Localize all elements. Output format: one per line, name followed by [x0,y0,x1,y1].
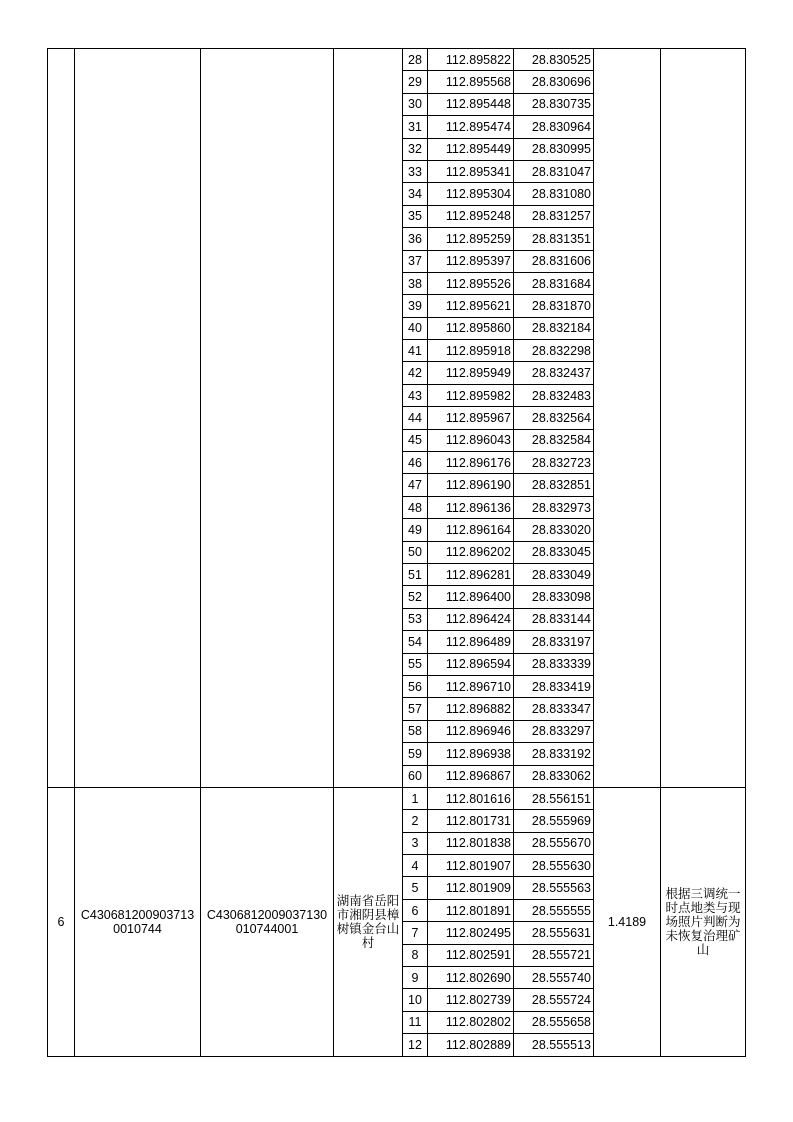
parcel-code-line: 0010744 [113,921,162,936]
longitude-value: 112.896946 [428,720,514,742]
latitude-value: 28.830735 [514,93,594,115]
longitude-value: 112.895568 [428,71,514,93]
latitude-value: 28.832298 [514,340,594,362]
longitude-value: 112.801838 [428,832,514,854]
latitude-value: 28.833020 [514,519,594,541]
latitude-value: 28.831257 [514,205,594,227]
longitude-value: 112.802739 [428,989,514,1011]
point-number: 53 [403,608,428,630]
longitude-value: 112.895304 [428,183,514,205]
point-number: 35 [403,205,428,227]
latitude-value: 28.832851 [514,474,594,496]
longitude-value: 112.801907 [428,855,514,877]
longitude-value: 112.895474 [428,116,514,138]
coordinate-table [47,48,746,1057]
longitude-value: 112.895259 [428,228,514,250]
longitude-value: 112.896867 [428,765,514,787]
point-number: 32 [403,138,428,160]
latitude-value: 28.555969 [514,810,594,832]
location-line: 市湘阴县樟 [336,906,400,922]
point-number: 11 [403,1011,428,1033]
longitude-value: 112.895967 [428,407,514,429]
longitude-value: 112.802591 [428,944,514,966]
longitude-value: 112.896882 [428,698,514,720]
latitude-value: 28.833098 [514,586,594,608]
cell-loc-prev [334,49,403,788]
latitude-value: 28.555555 [514,899,594,921]
latitude-value: 28.555631 [514,922,594,944]
table-row [48,787,746,809]
longitude-value: 112.802889 [428,1034,514,1056]
point-number: 37 [403,250,428,272]
latitude-value: 28.555670 [514,832,594,854]
point-number: 51 [403,563,428,585]
location-line: 湖南省岳阳 [336,892,400,908]
latitude-value: 28.833045 [514,541,594,563]
latitude-value: 28.833419 [514,675,594,697]
point-number: 40 [403,317,428,339]
latitude-value: 28.832584 [514,429,594,451]
point-number: 34 [403,183,428,205]
latitude-value: 28.831606 [514,250,594,272]
cell-note-prev [661,49,746,788]
point-number: 54 [403,631,428,653]
record-index: 6 [48,787,75,1056]
longitude-value: 112.895248 [428,205,514,227]
longitude-value: 112.802802 [428,1011,514,1033]
point-number: 2 [403,810,428,832]
point-number: 45 [403,429,428,451]
sub-parcel-code-cell [201,787,334,1056]
latitude-value: 28.832564 [514,407,594,429]
point-number: 41 [403,340,428,362]
longitude-value: 112.801731 [428,810,514,832]
longitude-value: 112.896176 [428,452,514,474]
note-cell [661,787,746,1056]
point-number: 56 [403,675,428,697]
table-row [48,49,746,71]
point-number: 9 [403,967,428,989]
longitude-value: 112.895982 [428,384,514,406]
longitude-value: 112.896164 [428,519,514,541]
parcel-code-line: C430681200903713 [80,907,195,922]
latitude-value: 28.833192 [514,743,594,765]
latitude-value: 28.831047 [514,160,594,182]
latitude-value: 28.832723 [514,452,594,474]
latitude-value: 28.833339 [514,653,594,675]
point-number: 38 [403,272,428,294]
latitude-value: 28.832184 [514,317,594,339]
longitude-value: 112.896594 [428,653,514,675]
latitude-value: 28.830964 [514,116,594,138]
longitude-value: 112.895526 [428,272,514,294]
latitude-value: 28.556151 [514,787,594,809]
latitude-value: 28.831870 [514,295,594,317]
point-number: 31 [403,116,428,138]
latitude-value: 28.555563 [514,877,594,899]
longitude-value: 112.896281 [428,563,514,585]
point-number: 58 [403,720,428,742]
longitude-value: 112.802690 [428,967,514,989]
latitude-value: 28.831080 [514,183,594,205]
longitude-value: 112.896043 [428,429,514,451]
point-number: 55 [403,653,428,675]
longitude-value: 112.895822 [428,49,514,71]
point-number: 42 [403,362,428,384]
point-number: 28 [403,49,428,71]
point-number: 12 [403,1034,428,1056]
latitude-value: 28.555658 [514,1011,594,1033]
latitude-value: 28.833049 [514,563,594,585]
latitude-value: 28.830696 [514,71,594,93]
latitude-value: 28.833297 [514,720,594,742]
longitude-value: 112.801909 [428,877,514,899]
latitude-value: 28.830525 [514,49,594,71]
point-number: 46 [403,452,428,474]
latitude-value: 28.555513 [514,1034,594,1056]
point-number: 50 [403,541,428,563]
point-number: 4 [403,855,428,877]
latitude-value: 28.833347 [514,698,594,720]
point-number: 33 [403,160,428,182]
sub-parcel-code-line: C4306812009037130 [206,907,328,922]
cell-code-prev [75,49,201,788]
longitude-value: 112.895448 [428,93,514,115]
latitude-value: 28.555630 [514,855,594,877]
point-number: 5 [403,877,428,899]
table-body [48,49,746,1057]
note-line: 场照片判断为 [665,913,741,929]
point-number: 36 [403,228,428,250]
latitude-value: 28.830995 [514,138,594,160]
latitude-value: 28.555740 [514,967,594,989]
longitude-value: 112.801616 [428,787,514,809]
longitude-value: 112.895860 [428,317,514,339]
point-number: 48 [403,496,428,518]
longitude-value: 112.896190 [428,474,514,496]
point-number: 7 [403,922,428,944]
cell-sub-prev [201,49,334,788]
parcel-code-cell [75,787,201,1056]
location-line: 树镇金台山 [336,920,400,936]
area-value: 1.4189 [594,787,661,1056]
point-number: 6 [403,899,428,921]
latitude-value: 28.832483 [514,384,594,406]
latitude-value: 28.833062 [514,765,594,787]
longitude-value: 112.896202 [428,541,514,563]
longitude-value: 112.896424 [428,608,514,630]
point-number: 49 [403,519,428,541]
latitude-value: 28.831684 [514,272,594,294]
longitude-value: 112.895449 [428,138,514,160]
latitude-value: 28.832973 [514,496,594,518]
longitude-value: 112.801891 [428,899,514,921]
point-number: 1 [403,787,428,809]
longitude-value: 112.895949 [428,362,514,384]
point-number: 8 [403,944,428,966]
longitude-value: 112.895621 [428,295,514,317]
point-number: 43 [403,384,428,406]
note-line: 山 [696,941,710,957]
latitude-value: 28.555721 [514,944,594,966]
point-number: 60 [403,765,428,787]
sub-parcel-code-line: 010744001 [235,921,299,936]
cell-area-prev [594,49,661,788]
point-number: 30 [403,93,428,115]
longitude-value: 112.896400 [428,586,514,608]
point-number: 39 [403,295,428,317]
longitude-value: 112.895918 [428,340,514,362]
longitude-value: 112.895341 [428,160,514,182]
note-line: 未恢复治理矿 [665,927,741,943]
point-number: 52 [403,586,428,608]
latitude-value: 28.833197 [514,631,594,653]
latitude-value: 28.555724 [514,989,594,1011]
note-line: 时点地类与现 [665,899,741,915]
cell-idx-prev [48,49,75,788]
point-number: 29 [403,71,428,93]
longitude-value: 112.896710 [428,675,514,697]
point-number: 10 [403,989,428,1011]
longitude-value: 112.896489 [428,631,514,653]
longitude-value: 112.802495 [428,922,514,944]
location-cell [334,787,403,1056]
point-number: 59 [403,743,428,765]
point-number: 3 [403,832,428,854]
point-number: 57 [403,698,428,720]
latitude-value: 28.833144 [514,608,594,630]
latitude-value: 28.832437 [514,362,594,384]
location-line: 村 [361,934,375,950]
point-number: 44 [403,407,428,429]
longitude-value: 112.896136 [428,496,514,518]
longitude-value: 112.895397 [428,250,514,272]
note-line: 根据三调统一 [665,885,741,901]
latitude-value: 28.831351 [514,228,594,250]
point-number: 47 [403,474,428,496]
longitude-value: 112.896938 [428,743,514,765]
